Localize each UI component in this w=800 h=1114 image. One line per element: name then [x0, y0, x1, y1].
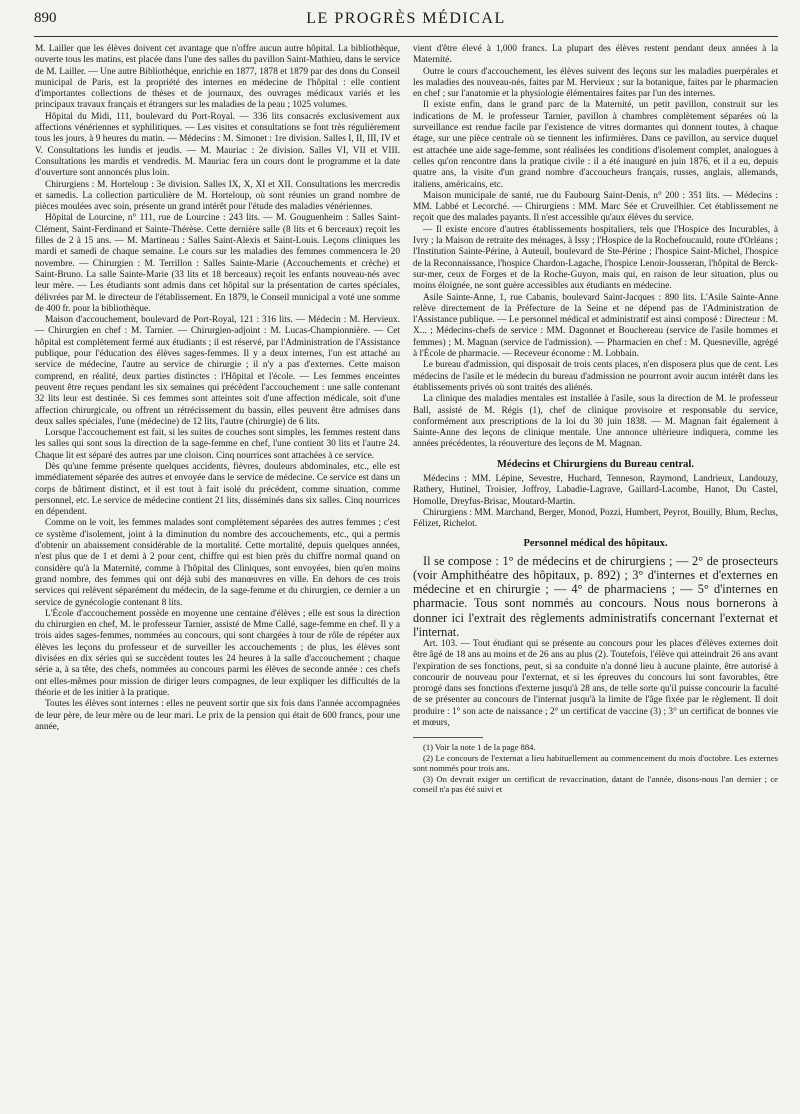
paragraph: Asile Sainte-Anne, 1, rue Cabanis, boulevard Saint-Jacques : 890 lits. L'Asile Sainte-Anne relève directement de la Préfecture de la Seine et ne dépend pas de l'Administration de l'Assistance publique. — Le personnel médical et administratif est ainsi composé : Directeur : M. X... ; Médecins-chefs de service : MM. Dagonnet et Bouchereau (service de l'asile hommes et femmes) ; M. Magnan (service de l'admission). — Pharmacien en chef : M. Quesneville, agrégé à l'École de pharmacie. — Receveur économe : M. Lobbain. [413, 292, 778, 360]
paragraph: Toutes les élèves sont internes : elles ne peuvent sortir que six fois dans l'année accompagnées de leur père, de leur mère ou de leur mari. Le prix de la pension qui était de 600 francs, pour une année, [35, 699, 400, 732]
section-intro: Il se compose : 1° de médecins et de chirurgiens ; — 2° de prosecteurs (voir Amphithéatre des hôpitaux, p. 892) ; 3° d'internes et d'externes en médecine et en chirurgie ; — 4° de pharmaciens ; — 5° d'internes en pharmacie. Tous sont nommés au concours. Nous nous bornerons à donner ici l'extrait des règlements administratifs concernant l'externat et l'internat. [413, 553, 778, 639]
paragraph: Le bureau d'admission, qui disposait de trois cents places, n'en disposera plus que de cent. Les médecins de l'asile et le médecin du bureau d'admission ne pourront avoir aucun intérêt dans les établissements privés où sont traités des aliénés. [413, 360, 778, 393]
surgeons-list: Chirurgiens : MM. Marchand, Berger, Monod, Pozzi, Humbert, Peyrot, Bouilly, Blum, Reclus, Félizet, Richelot. [413, 507, 778, 530]
paragraph: L'École d'accouchement possède en moyenne une centaine d'élèves ; elle est sous la direction du chirurgien en chef, M. le professeur Tarnier, assisté de Mme Callé, sage-femme en chef. Il y a trois aides sages-femmes, nommées au concours, qui sont chargées à tour de rôle de répéter aux élèves les leçons du professeur et de surveiller les accouchements ; de plus, les élèves sont divisées en dix séries qui se succèdent toutes les 24 heures à la salle d'accouchement ; chaque série a, à sa tête, des chefs, nommées au concours parmi les élèves de seconde année : ces chefs ont elles-mêmes pour mission de diriger leurs compagnes, de leur expliquer les difficultés de la théorie et de les initier à la pratique. [35, 608, 400, 698]
paragraph: M. Lailler que les élèves doivent cet avantage que n'offre aucun autre hôpital. La bibliothèque, ouverte tous les matins, est placée dans l'une des salles du pavillon Saint-Mathieu, dans le service de M. Lailler. — Une autre Bibliothèque, enrichie en 1877, 1878 et 1879 par des dons du Conseil municipal de Paris, est la propriété des internes en médecine de l'hôpital : elle contient d'importantes collections de thèses et de journaux, des ouvrages médicaux variés et les principaux travaux français et étrangers sur les maladies de la peau ; 1025 volumes. [35, 44, 400, 111]
paragraph: Maison municipale de santé, rue du Faubourg Saint-Denis, n° 200 : 351 lits. — Médecins : MM. Labbé et Lecorché. — Chirurgiens : MM. Marc Sée et Cruveilhier. Cet établissement ne reçoit que des malades payants. Il n'est accessible qu'aux élèves du service. [413, 190, 778, 224]
page-header [34, 10, 778, 32]
left-column [35, 44, 400, 733]
paragraph: Maison d'accouchement, boulevard de Port-Royal, 121 : 316 lits. — Médecin : M. Hervieux. — Chirurgien en chef : M. Tarnier. — Chirurgien-adjoint : M. Lucas-Championnière. — Cet hôpital est complètement fermé aux étudiants ; il est réservé, par l'Administration de l'Assistance publique, pour l'éducation des élèves sages-femmes. Il y a deux internes, l'un est attaché au service de médecine, l'autre au service de chirurgie ; il n'y a pas d'externes. Cette maison comprend, en réalité, deux parties distinctes : l'Hôpital et l'école. — Les femmes enceintes peuvent être reçues pendant les six semaines qui précèdent l'accouchement : une salle contenant 32 lits leur est destinée. Si ces femmes sont atteintes soit d'une affection médicale, soit d'une affection chirurgicale, ou offrent un rétrécissement du bassin, elles peuvent être admises dans deux salles spéciales, l'une (médecine) de 12 lits, l'autre (chirurgie) de 6 lits. [35, 315, 400, 427]
page-number: 890 [34, 10, 57, 26]
footnote: (3) On devrait exiger un certificat de revaccination, datant de l'année, disons-nous l'an dernier ; ce conseil n'a pas été suivi et [413, 773, 778, 795]
footnote: (2) Le concours de l'externat a lieu habituellement au commencement du mois d'octobre. Les externes sont nommés pour trois ans. [413, 752, 778, 774]
footnote-rule [413, 737, 483, 738]
paragraph: Hôpital du Midi, 111, boulevard du Port-Royal. — 336 lits consacrés exclusivement aux affections vénériennes et syphilitiques. — Les visites et consultations se font très régulièrement tous les jours, à 9 heures du matin. — Médecins : M. Simonet : 1re division. Salles I, II, III, IV et V. Consultations les lundis et jeudis. — M. Mauriac : 2e division. Salles VI, VII et VIII. Consultations les mardis et vendredis. M. Mauriac fera un cours dont le programme et la date d'ouverture sont annoncés plus loin. [35, 111, 400, 179]
paragraph: — Il existe encore d'autres établissements hospitaliers, tels que l'Hospice des Incurables, à Ivry ; la Maison de retraite des ménages, à Issy ; l'Hospice de la Rochefoucauld, route d'Orléans ; l'Institution Sainte-Périne, à Auteuil, boulevard de Ste-Périne ; l'hospice Saint-Michel, l'hospice de la Reconnaissance, l'hospice Chardon-Lagache, l'hospice Lenoir-Jousseran, l'hôpital de Berck-sur-mer, ceux de Forges et de la Roche-Guyon, mais qui, en raison de leur situation, plus ou moins éloignée, ne sont guère accessibles aux étudiants en médecine. [413, 224, 778, 292]
paragraph: La clinique des maladies mentales est installée à l'asile, sous la direction de M. le professeur Ball, assisté de M. Régis (1), chef de clinique provisoire et responsable du service, conformément aux prescriptions de la loi du 30 juin 1838. — M. Magnan fait également à Sainte-Anne des leçons de clinique mentale. Une annonce ultérieure indiquera, comme les années précédentes, la réouverture des leçons de M. Magnan. [413, 394, 778, 450]
doctors-list: Médecins : MM. Lépine, Sevestre, Huchard, Tenneson, Raymond, Landrieux, Landouzy, Rathery, Hutinel, Troisier, Joffroy, Labadie-Lagrave, Gaillard-Lacombe, Hanot, Du Castel, Homolle, Dreyfus-Brisac, Moutard-Martin. [413, 473, 778, 507]
footnote: (1) Voir la note 1 de la page 884. [423, 742, 536, 753]
header-rule [34, 36, 778, 37]
paragraph: vient d'être élevé à 1,000 francs. La plupart des élèves restent pendant deux années à la Maternité. [413, 44, 778, 66]
section-heading: Médecins et Chirurgiens du Bureau central. [497, 458, 694, 470]
paragraph: Il existe enfin, dans le grand parc de la Maternité, un petit pavillon, construit sur les indications de M. le professeur Tarnier, pavillon à chambres complètement séparées où la surveillance est rendue facile par l'existence de vitres dormantes qui donnent toutes, à chaque étage, sur une pièce centrale où se tiennent les infirmières. Dans ce pavillon, au service duquel est attachée une aide sage-femme, sont réalisées les conditions d'isolement complet, analogues à celles qu'on rencontre dans la pratique civile : il a été inauguré en juin 1876, et il a eu, depuis quatre ans, la visite d'un grand nombre d'accoucheurs français, russes, anglais, allemands, italiens, américains, etc. [413, 100, 778, 190]
article-paragraph: Art. 103. — Tout étudiant qui se présente au concours pour les places d'élèves externes doit être âgé de 18 ans au moins et de 26 ans au plus (2). Toutefois, l'élève qui atteindrait 26 ans avant l'expiration de ses fonctions, peut, si sa conduite n'a donné lieu à aucune plainte, être autorisé à concourir de nouveau pour l'externat, et si les épreuves du concours lui sont favorables, être prorogé dans ses fonctions d'externe jusqu'à 28 ans, de telle sorte qu'il puisse concourir la faculté de se présenter au concours de l'internat jusqu'à la limite de l'âge fixée par le règlement. Il doit produire : 1° son acte de naissance ; 2° un certificat de vaccine (3) ; 3° un certificat de bonnes vie et mœurs, [413, 638, 778, 729]
paragraph: Comme on le voit, les femmes malades sont complètement séparées des autres femmes ; c'est ce système d'isolement, joint à la diminution du nombre des accouchements, etc., qui a permis d'obtenir un abaissement considérable de la mortalité. Cette mortalité, depuis quelques années, n'est plus que de 1 et demi à 2 pour cent, chiffre qui est bien près du chiffre normal quand on considère qu'à la Maternité, comme à l'hôpital des Cliniques, sont envoyées, bien qu'en moins grand nombre, des femmes qui ont déjà subi des manœuvres en ville. En dehors de ces trois services qui relèvent séparément du médecin, de la sage-femme et du chirurgien, ce dernier a un service de gynécologie contenant 8 lits. [35, 518, 400, 608]
journal-title: LE PROGRÈS MÉDICAL [306, 10, 506, 27]
paragraph: Chirurgiens : M. Horteloup : 3e division. Salles IX, X, XI et XII. Consultations les mercredis et samedis. La collection particulière de M. Horteloup, où sont réunies un grand nombre de pièces moulées avec soin, présente un grand intérêt pour l'étude des maladies vénériennes. [35, 179, 400, 213]
paragraph: Dès qu'une femme présente quelques accidents, fièvres, douleurs abdominales, etc., elle est immédiatement séparée des autres et envoyée dans le service de médecine. Ce service est dans un corps de bâtiment distinct, et il est tout à fait isolé du précédent, comme situation, comme personnel, etc. Le service de médecine contient 21 lits, disséminés dans six salles. Cinq nourrices en dépendent. [35, 461, 400, 518]
paragraph: Lorsque l'accouchement est fait, si les suites de couches sont simples, les femmes restent dans les salles qui sont sous la direction de la sage-femme en chef, l'une contient 30 lits et l'autre 24. Chaque lit est séparé des autres par une cloison. Cinq nourrices sont attachées à ce service. [35, 428, 400, 461]
section-heading: Personnel médical des hôpitaux. [523, 538, 668, 550]
right-column [413, 44, 778, 795]
paragraph: Outre le cours d'accouchement, les élèves suivent des leçons sur les maladies puerpérales et les maladies des nouveau-nés, faites par M. Hervieux ; sur la botanique, faites par le pharmacien en chef ; sur l'anatomie et la physiologie élémentaires faites par l'un des internes. [413, 66, 778, 100]
paragraph: Hôpital de Lourcine, n° 111, rue de Lourcine : 243 lits. — M. Gouguenheim : Salles Saint-Clément, Saint-Ferdinand et Sainte-Thérèse. Cette dernière salle (8 lits et 6 berceaux) reçoit les filles de 2 à 15 ans. — M. Martineau : Salles Saint-Alexis et Saint-Louis. Leçons cliniques les mardi et samedi de chaque semaine. Le cours sur les maladies des femmes commencera le 20 novembre. — Chirurgien : M. Terrillon : Salles Sainte-Marie (Accouchements et crèche) et Saint-Bruno. La salle Sainte-Marie (33 lits et 18 berceaux) reçoit les enfants nouveau-nés avec leur mère. — Les étudiants sont admis dans cet hôpital sur la présentation de cartes spéciales, délivrées par M. le directeur de l'établissement. En 1879, le Conseil municipal a voté une somme de 400 fr. pour la bibliothèque. [35, 213, 400, 314]
